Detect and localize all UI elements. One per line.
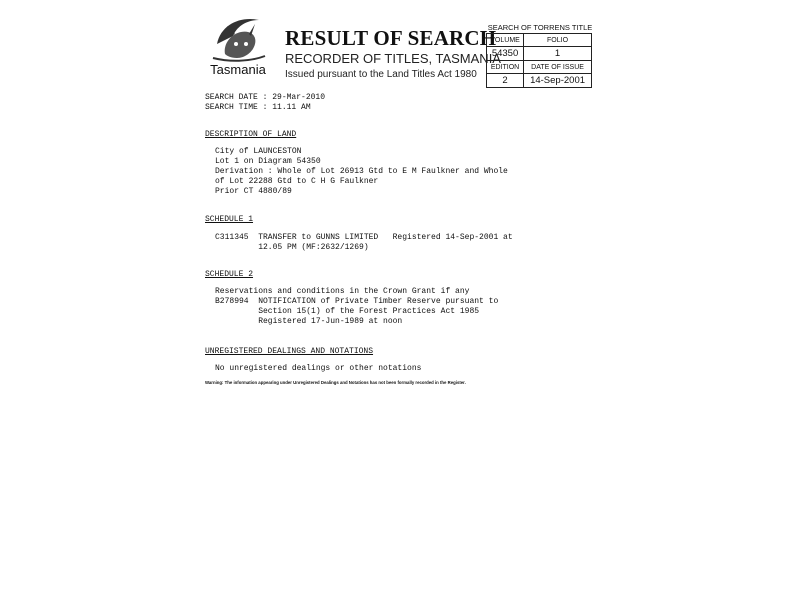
schedule2-line: Section 15(1) of the Forest Practices Act 1985 bbox=[215, 307, 480, 316]
folio-label: FOLIO bbox=[524, 34, 592, 47]
description-line: Lot 1 on Diagram 54350 bbox=[215, 157, 321, 166]
schedule2-heading: SCHEDULE 2 bbox=[205, 270, 254, 279]
tasmanian-devil-icon bbox=[211, 14, 267, 62]
schedule2-line: B278994 NOTIFICATION of Private Timber Reserve pursuant to bbox=[215, 297, 499, 306]
schedule1-line: 12.05 PM (MF:2632/1269) bbox=[215, 243, 369, 252]
logo-text: Tasmania bbox=[210, 62, 266, 77]
unregistered-heading: UNREGISTERED DEALINGS AND NOTATIONS bbox=[205, 347, 374, 356]
torrens-title-table bbox=[486, 33, 592, 88]
warning-note: Warning: The information appearing under Unregistered Dealings and Notations has not been formally recorded in the Register. bbox=[205, 380, 466, 385]
page-subtitle: RECORDER OF TITLES, TASMANIA bbox=[285, 51, 501, 66]
date-of-issue-value: 14-Sep-2001 bbox=[524, 74, 592, 88]
tasmania-logo bbox=[203, 14, 273, 82]
description-heading: DESCRIPTION OF LAND bbox=[205, 130, 297, 139]
unregistered-line: No unregistered dealings or other notations bbox=[215, 364, 422, 373]
description-line: Derivation : Whole of Lot 26913 Gtd to E M Faulkner and Whole bbox=[215, 167, 508, 176]
volume-value: 54350 bbox=[487, 47, 524, 61]
schedule2-line: Registered 17-Jun-1989 at noon bbox=[215, 317, 403, 326]
description-line: Prior CT 4880/89 bbox=[215, 187, 292, 196]
schedule1-heading: SCHEDULE 1 bbox=[205, 215, 254, 224]
torrens-caption: SEARCH OF TORRENS TITLE bbox=[487, 23, 593, 32]
search-time: SEARCH TIME : 11.11 AM bbox=[205, 103, 311, 112]
description-line: of Lot 22288 Gtd to C H G Faulkner bbox=[215, 177, 379, 186]
edition-value: 2 bbox=[487, 74, 524, 88]
schedule2-line: Reservations and conditions in the Crown Grant if any bbox=[215, 287, 470, 296]
schedule1-line: C311345 TRANSFER to GUNNS LIMITED Registered 14-Sep-2001 at bbox=[215, 233, 513, 242]
folio-value: 1 bbox=[524, 47, 592, 61]
edition-label: EDITION bbox=[487, 61, 524, 74]
date-of-issue-label: DATE OF ISSUE bbox=[524, 61, 592, 74]
volume-label: VOLUME bbox=[487, 34, 524, 47]
search-date: SEARCH DATE : 29-Mar-2010 bbox=[205, 93, 326, 102]
description-line: City of LAUNCESTON bbox=[215, 147, 302, 156]
issued-statement: Issued pursuant to the Land Titles Act 1980 bbox=[285, 69, 477, 80]
page-title: RESULT OF SEARCH bbox=[285, 26, 497, 50]
